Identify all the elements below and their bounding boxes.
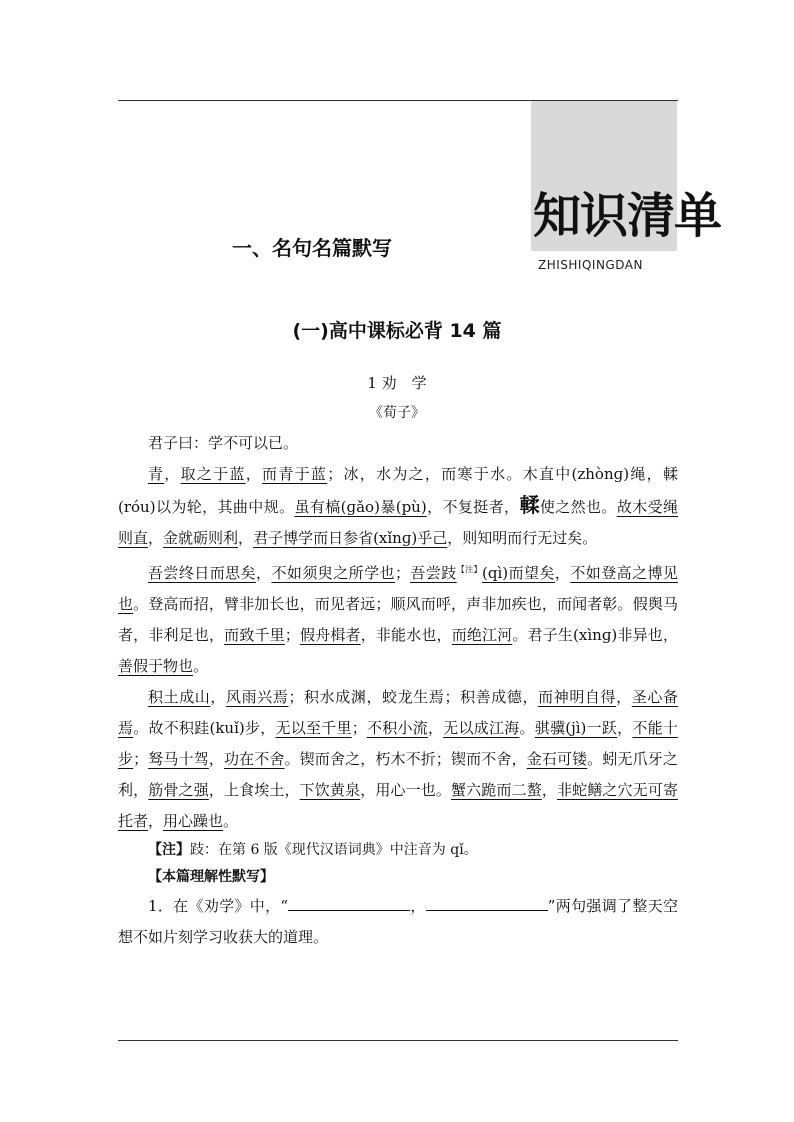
underlined-phrase: 善假于物也 [118, 657, 194, 675]
answer-blank-2[interactable] [426, 894, 548, 911]
underlined-phrase: 无以至千里 [275, 719, 352, 737]
underlined-phrase: 不积小流 [366, 719, 429, 737]
text-segment: 。 [223, 812, 239, 830]
underlined-phrase: 吾尝终日而思矣 [148, 564, 257, 582]
text-segment: 。 [519, 719, 535, 737]
underlined-phrase: 而青于蓝 [262, 465, 328, 483]
text-segment: 輮 [662, 465, 678, 483]
text-segment: ， [238, 529, 254, 547]
underlined-phrase: 风雨兴焉 [226, 688, 289, 706]
underlined-phrase: 用心躁也 [163, 812, 224, 830]
underlined-phrase: 功在不舍 [223, 750, 285, 768]
text-segment: 。锲而舍之，朽木不折；锲而不舍， [284, 750, 527, 768]
underlined-phrase: 吾尝跂 [409, 564, 457, 582]
exercise-question-1 [118, 891, 678, 953]
lesson-title: 1 劝 学 [367, 374, 427, 392]
sub-heading: (一)高中课标必背 14 篇 [292, 320, 502, 342]
text-segment: ；积水成渊，蛟龙生焉；积善成德， [288, 688, 539, 706]
text-segment: 。 [193, 657, 209, 675]
underlined-phrase: 圣心备焉 [118, 688, 678, 737]
text-segment: ，上食埃土， [208, 781, 300, 799]
text-segment: ； [284, 626, 300, 644]
text-segment: ， [256, 564, 272, 582]
answer-blank-1[interactable] [288, 894, 410, 911]
text-segment: 。蚓无爪牙之利， [118, 750, 678, 799]
underlined-phrase: 金就砺则利 [163, 529, 239, 547]
text-segment: ， [245, 465, 263, 483]
text-segment: ，用心一也。 [360, 781, 452, 799]
exercise-section-label: 【本篇理解性默写】 [148, 869, 274, 885]
underlined-phrase: (qì)而望矣 [482, 564, 555, 582]
text-segment: ，不复挺者， [426, 498, 520, 516]
text-segment: ；冰，水为之，而寒于水。木直中(zhònɡ)绳， [327, 465, 663, 483]
text-segment: ， [164, 465, 181, 483]
underlined-phrase: 不如登高之博见也 [118, 564, 678, 613]
text-segment: (róu)以为轮，其曲中规。 [118, 498, 295, 516]
underlined-phrase: 无以成江海 [443, 719, 520, 737]
underlined-phrase: 假舟楫者 [299, 626, 361, 644]
question-text: ”两句强调了整天空想不如片刻学习收获大的道理。 [118, 897, 679, 946]
underlined-phrase: 驽马十驾 [148, 750, 209, 768]
footnote-text: 跂：在第 6 版《现代汉语词典》中注音为 qǐ。 [190, 842, 478, 858]
text-segment: ， [428, 719, 444, 737]
underlined-phrase: 下饮黄泉 [299, 781, 361, 799]
text-segment: 。故不积跬(kuǐ)步， [133, 719, 276, 737]
text-segment: ； [394, 564, 410, 582]
underlined-phrase: 积土成山 [148, 688, 211, 706]
text-segment: ， [616, 688, 632, 706]
underlined-phrase: 而致千里 [224, 626, 285, 644]
underlined-phrase: 青 [148, 465, 165, 483]
text-segment: ，非能水也， [360, 626, 452, 644]
note-marker: 【注】 [456, 565, 483, 574]
section-badge-pinyin: ZHISHIQINGDAN [538, 258, 643, 272]
text-segment: ； [133, 750, 149, 768]
text-segment: 。君子生(xìnɡ)非异也， [512, 626, 678, 644]
text-segment: ， [541, 781, 557, 799]
paragraph-4 [118, 682, 678, 837]
lesson-author: 《荀子》 [369, 405, 425, 421]
text-segment: 。登高而招，臂非加长也，而见者远；顺风而呼，声非加疾也，而闻者彰。假舆马者，非利足也， [118, 595, 678, 644]
underlined-phrase: 取之于蓝 [180, 465, 246, 483]
text-segment: ，则知明而行无过矣。 [447, 529, 598, 547]
underlined-phrase: 不能十步 [118, 719, 678, 768]
footnote [118, 837, 678, 864]
text-segment: ； [351, 719, 367, 737]
section-heading: 一、名句名篇默写 [232, 236, 392, 260]
text-segment: ， [208, 750, 224, 768]
underlined-phrase: 骐骥(jì)一跃 [534, 719, 618, 737]
underlined-phrase: 筋骨之强 [148, 781, 209, 799]
underlined-phrase: 而神明自得 [538, 688, 617, 706]
text-segment: ， [148, 529, 164, 547]
paragraph-2 [118, 459, 678, 554]
text-segment: ， [148, 812, 164, 830]
paragraph-3 [118, 554, 678, 682]
text-segment: ， [554, 564, 571, 582]
underlined-phrase: 非蛇鳝之穴无可寄托者 [118, 781, 678, 830]
bottom-rule [118, 1040, 678, 1041]
underlined-phrase: 蟹六跪而二螯 [451, 781, 542, 799]
paragraph-1: 君子曰：学不可以已。 [148, 434, 299, 452]
underlined-phrase: 金石可镂 [526, 750, 588, 768]
section-badge-title: 知识清单 [533, 188, 722, 244]
question-text: 1．在《劝学》中，“ [148, 897, 289, 915]
underlined-phrase: 君子博学而日参省(xǐnɡ)乎己 [253, 529, 448, 547]
text-segment: ， [210, 688, 227, 706]
underlined-phrase: 不如须臾之所学也 [271, 564, 395, 582]
underlined-phrase: 故木受绳则直 [118, 498, 678, 547]
text-segment: 使之然也。 [539, 498, 617, 516]
underlined-phrase: 而绝江河 [451, 626, 513, 644]
underlined-phrase: 虽有槁(ɡǎo)暴(pù) [294, 498, 427, 516]
question-text: ， [410, 897, 426, 915]
passage-body [118, 428, 678, 953]
emphasized-character: 輮 [519, 493, 540, 517]
text-segment: ， [617, 719, 633, 737]
footnote-label: 【注】 [148, 842, 190, 858]
